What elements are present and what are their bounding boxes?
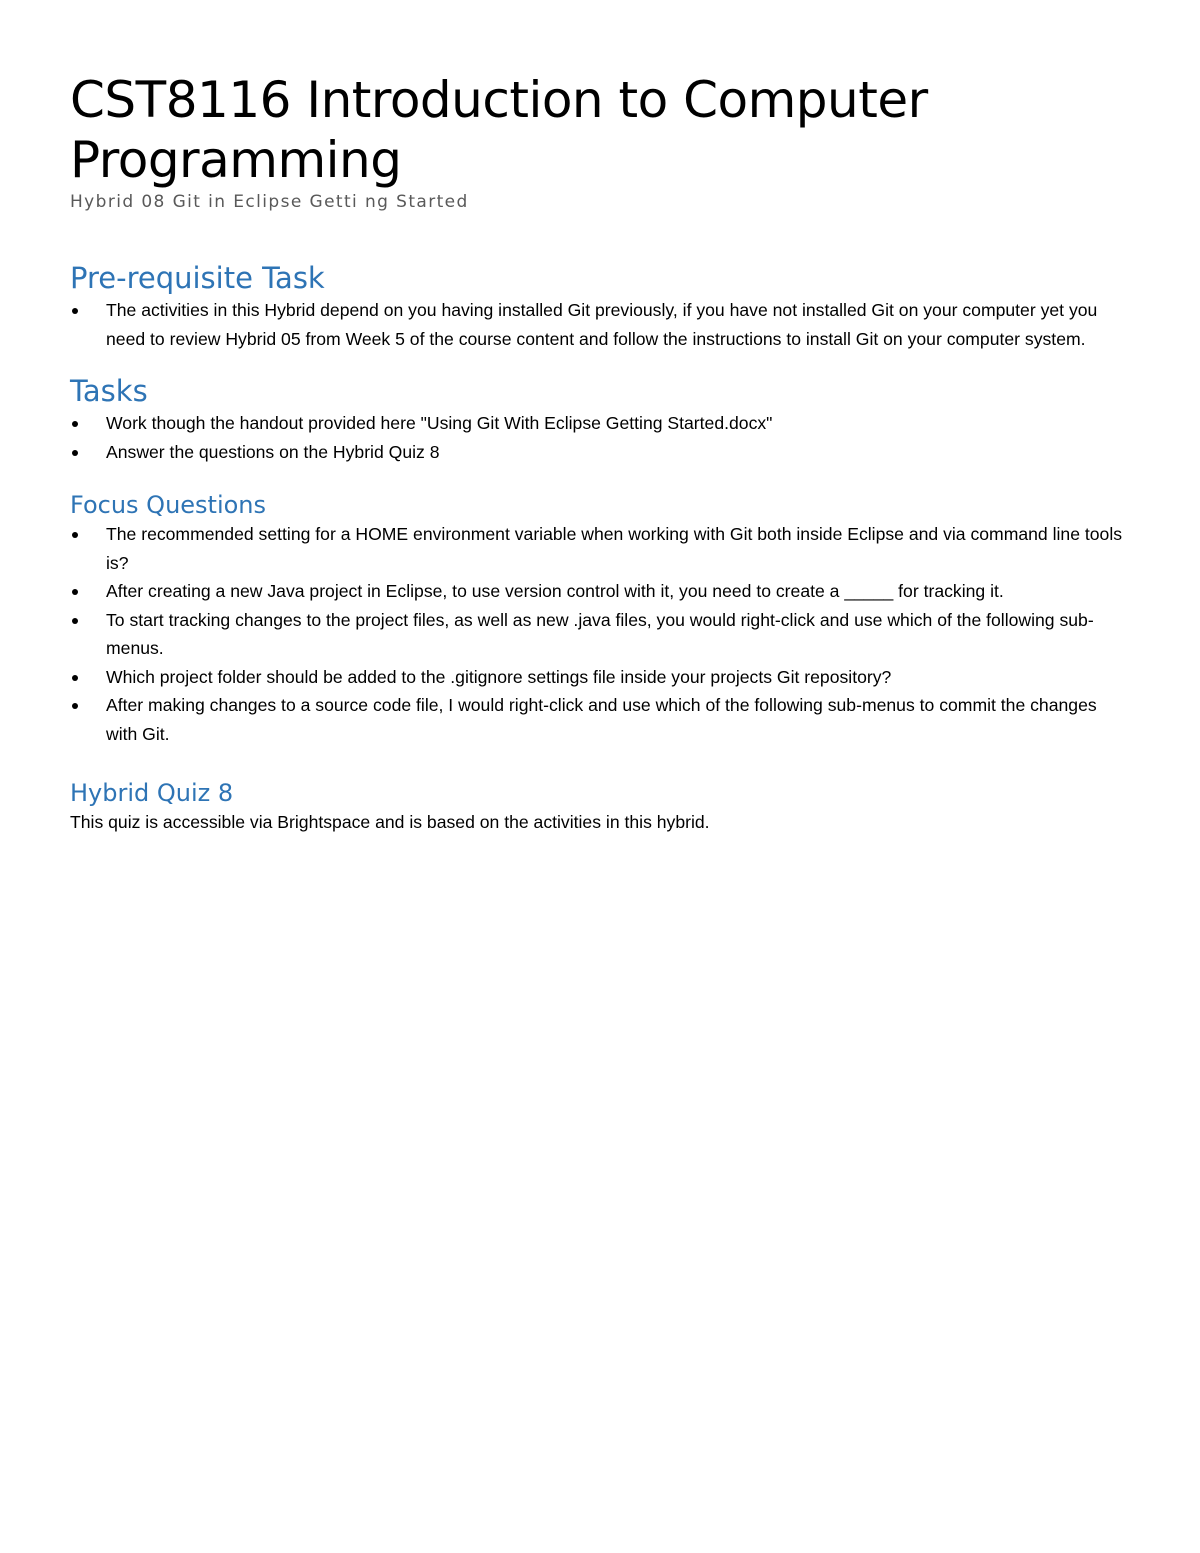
list-item-text: Which project folder should be added to the .gitignore settings file inside your projects Git repository? bbox=[106, 666, 892, 687]
list-item bbox=[70, 438, 1130, 467]
list-item-text: To start tracking changes to the project files, as well as new .java files, you would right-click and use which of the following sub-menus. bbox=[106, 609, 1094, 658]
section-focus-questions bbox=[70, 490, 1130, 748]
list-item bbox=[70, 409, 1130, 438]
bullet-icon bbox=[72, 450, 78, 456]
section-heading-hybrid-quiz: Hybrid Quiz 8 bbox=[70, 779, 234, 807]
section-heading-focus-questions: Focus Questions bbox=[70, 491, 267, 519]
bullet-icon bbox=[72, 308, 78, 314]
quiz-description: This quiz is accessible via Brightspace and is based on the activities in this hybrid. bbox=[70, 812, 710, 832]
list-item bbox=[70, 663, 1130, 692]
document-page bbox=[70, 70, 1130, 836]
section-hybrid-quiz bbox=[70, 778, 1130, 836]
bullet-icon bbox=[72, 589, 78, 595]
list-item bbox=[70, 296, 1130, 353]
bullet-list bbox=[70, 296, 1130, 353]
bullet-icon bbox=[72, 703, 78, 709]
section-heading-tasks: Tasks bbox=[70, 374, 148, 408]
bullet-list bbox=[70, 409, 1130, 466]
list-item-text: Work though the handout provided here "Using Git With Eclipse Getting Started.docx" bbox=[106, 413, 773, 433]
section-heading-prerequisite: Pre-requisite Task bbox=[70, 261, 325, 295]
document-subtitle: Hybrid 08 Git in Eclipse Getti ng Started bbox=[70, 192, 469, 212]
list-item bbox=[70, 606, 1130, 663]
document-title: CST8116 Introduction to Computer Programming bbox=[70, 71, 928, 189]
list-item-text: Answer the questions on the Hybrid Quiz 8 bbox=[106, 441, 440, 462]
bullet-list bbox=[70, 520, 1130, 748]
list-item bbox=[70, 520, 1130, 577]
section-tasks bbox=[70, 373, 1130, 466]
bullet-icon bbox=[72, 675, 78, 681]
bullet-icon bbox=[72, 421, 78, 427]
list-item bbox=[70, 691, 1130, 748]
list-item-text: The activities in this Hybrid depend on you having installed Git previously, if you have not installed Git on your computer yet you need to review Hybrid 05 from Week 5 of the course content and follow the instructions to install Git on your computer system. bbox=[106, 300, 1098, 349]
list-item-text: After creating a new Java project in Eclipse, to use version control with it, you need to create a _____ for tracking it. bbox=[106, 581, 1004, 601]
bullet-icon bbox=[72, 532, 78, 538]
list-item-text: The recommended setting for a HOME environment variable when working with Git both inside Eclipse and via command line tools is? bbox=[106, 524, 1123, 573]
bullet-icon bbox=[72, 618, 78, 624]
section-prerequisite bbox=[70, 260, 1130, 353]
list-item-text: After making changes to a source code file, I would right-click and use which of the following sub-menus to commit the changes with Git. bbox=[106, 695, 1097, 744]
list-item bbox=[70, 577, 1130, 606]
